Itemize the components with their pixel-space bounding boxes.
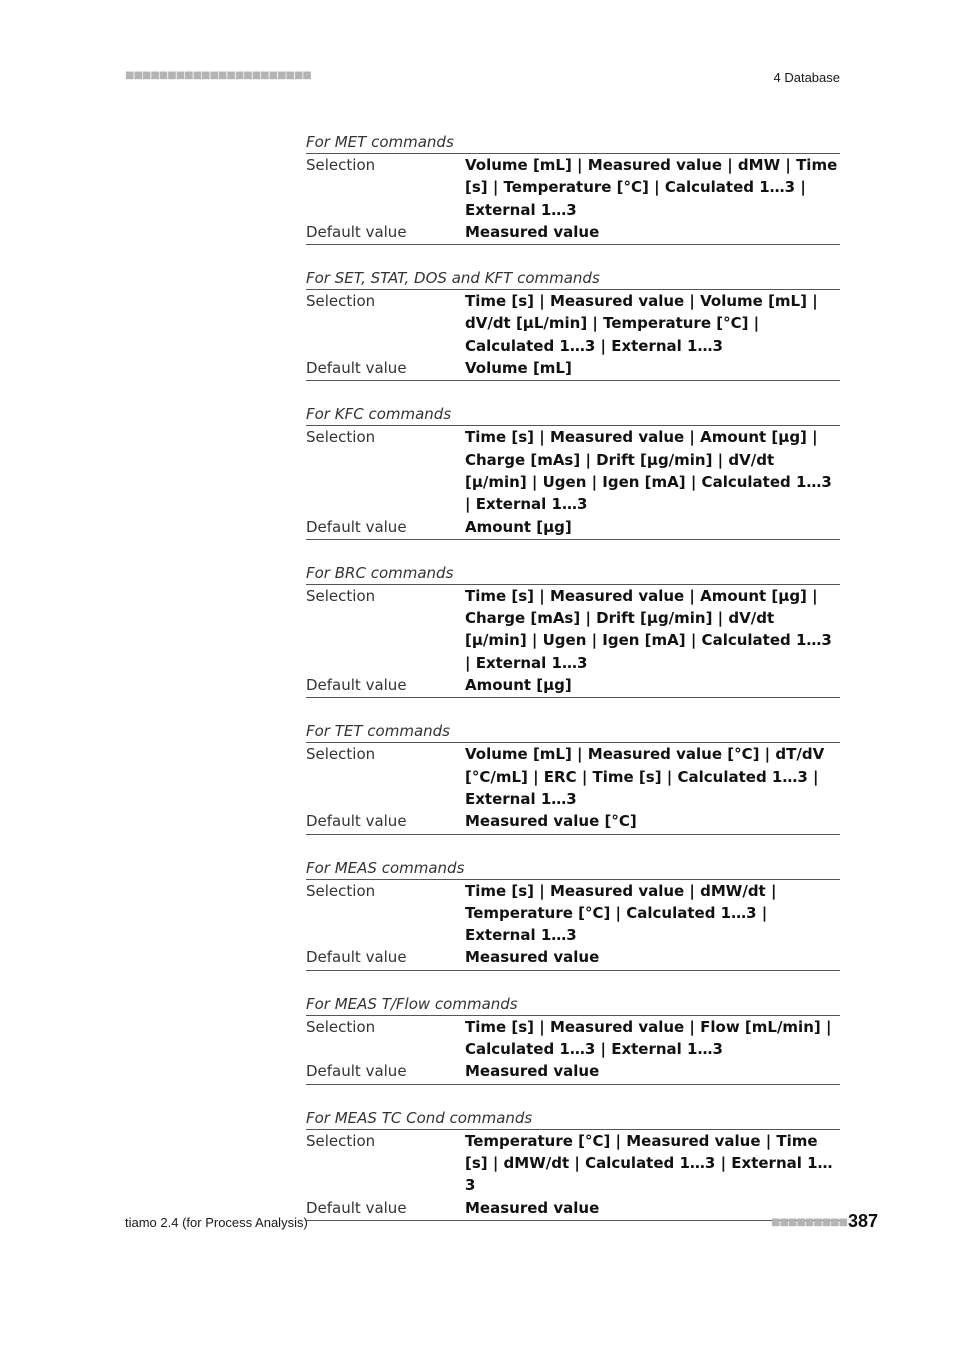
kfc-commands-block xyxy=(306,403,840,539)
block-title: For MEAS TC Cond commands xyxy=(306,1107,840,1130)
default-value: Volume [mL] xyxy=(465,359,572,378)
default-label: Default value xyxy=(306,1062,407,1081)
product-name: tiamo 2.4 (for Process Analysis) xyxy=(125,1215,308,1230)
default-label: Default value xyxy=(306,812,407,831)
selection-label: Selection xyxy=(306,881,376,900)
default-label: Default value xyxy=(306,1198,407,1217)
selection-label: Selection xyxy=(306,156,376,174)
default-label: Default value xyxy=(306,676,407,695)
chapter-title: 4 Database xyxy=(773,70,840,85)
footer-decoration: ■■■■■■■■■ xyxy=(771,1217,848,1228)
selection-label: Selection xyxy=(306,1131,376,1150)
page-number: 387 xyxy=(847,1211,878,1231)
selection-value: Time [s] | Measured value | dMW/dt | Temperature [°C] | Calculated 1…3 | External 1…3 xyxy=(465,881,777,945)
met-commands-block xyxy=(306,131,840,245)
selection-row xyxy=(306,743,840,810)
selection-row xyxy=(306,426,840,515)
default-value: Measured value xyxy=(465,948,600,967)
selection-label: Selection xyxy=(306,292,376,311)
selection-value: Time [s] | Measured value | Flow [mL/min] | Calculated 1…3 | External 1…3 xyxy=(465,1017,832,1059)
default-row xyxy=(306,357,840,379)
default-label: Default value xyxy=(306,222,407,241)
selection-row xyxy=(306,290,840,357)
block-title: For BRC commands xyxy=(306,562,840,585)
selection-label: Selection xyxy=(306,586,376,605)
default-row xyxy=(306,1060,840,1082)
default-value: Measured value xyxy=(465,222,600,241)
brc-commands-block xyxy=(306,562,840,698)
block-title: For MEAS T/Flow commands xyxy=(306,993,840,1016)
selection-row xyxy=(306,1016,840,1061)
block-title: For TET commands xyxy=(306,720,840,743)
block-title: For SET, STAT, DOS and KFT commands xyxy=(306,267,840,290)
selection-label: Selection xyxy=(306,428,376,447)
default-row xyxy=(306,1197,840,1219)
default-label: Default value xyxy=(306,359,407,378)
parameter-list xyxy=(306,131,840,1243)
meas-tc-cond-commands-block xyxy=(306,1107,840,1221)
block-title: For MEAS commands xyxy=(306,857,840,880)
block-divider xyxy=(306,834,840,835)
default-row xyxy=(306,221,840,243)
block-divider xyxy=(306,970,840,971)
default-value: Measured value xyxy=(465,1198,600,1217)
default-value: Amount [µg] xyxy=(465,676,572,695)
block-title: For KFC commands xyxy=(306,403,840,426)
selection-value: Time [s] | Measured value | Volume [mL] | dV/dt [µL/min] | Temperature [°C] | Calculated 1…3 | External 1…3 xyxy=(465,292,818,355)
block-divider xyxy=(306,1084,840,1085)
default-row xyxy=(306,516,840,538)
header-decoration: ■■■■■■■■■■■■■■■■■■■■■■ xyxy=(125,70,311,81)
selection-row xyxy=(306,880,840,947)
selection-value: Volume [mL] | Measured value [°C] | dT/dV [°C/mL] | ERC | Time [s] | Calculated 1…3 | External 1…3 xyxy=(465,745,825,808)
selection-row xyxy=(306,154,840,221)
selection-value: Volume [mL] | Measured value | dMW | Time [s] | Temperature [°C] | Calculated 1…3 | External 1…3 xyxy=(465,156,838,219)
default-row xyxy=(306,810,840,832)
selection-value: Time [s] | Measured value | Amount [µg] | Charge [mAs] | Drift [µg/min] | dV/dt [µ/min] | Ugen | Igen [mA] | Calculated 1…3 | External 1…3 xyxy=(465,586,832,672)
meas-commands-block xyxy=(306,857,840,971)
default-row xyxy=(306,946,840,968)
default-value: Measured value [°C] xyxy=(465,812,637,831)
block-divider xyxy=(306,380,840,381)
default-value: Measured value xyxy=(465,1062,600,1081)
block-divider xyxy=(306,539,840,540)
set-stat-dos-kft-commands-block xyxy=(306,267,840,381)
selection-label: Selection xyxy=(306,1017,376,1036)
selection-value: Time [s] | Measured value | Amount [µg] | Charge [mAs] | Drift [µg/min] | dV/dt [µ/min] | Ugen | Igen [mA] | Calculated 1…3 | External 1…3 xyxy=(465,428,832,514)
block-divider xyxy=(306,1220,840,1221)
default-label: Default value xyxy=(306,948,407,967)
default-row xyxy=(306,674,840,696)
default-value: Amount [µg] xyxy=(465,517,572,536)
selection-row xyxy=(306,585,840,674)
tet-commands-block xyxy=(306,720,840,834)
block-title: For MET commands xyxy=(306,131,840,154)
meas-t-flow-commands-block xyxy=(306,993,840,1085)
block-divider xyxy=(306,244,840,245)
selection-row xyxy=(306,1130,840,1197)
selection-label: Selection xyxy=(306,745,376,764)
default-label: Default value xyxy=(306,517,407,536)
selection-value: Temperature [°C] | Measured value | Time [s] | dMW/dt | Calculated 1…3 | External 1…3 xyxy=(465,1131,833,1195)
block-divider xyxy=(306,697,840,698)
